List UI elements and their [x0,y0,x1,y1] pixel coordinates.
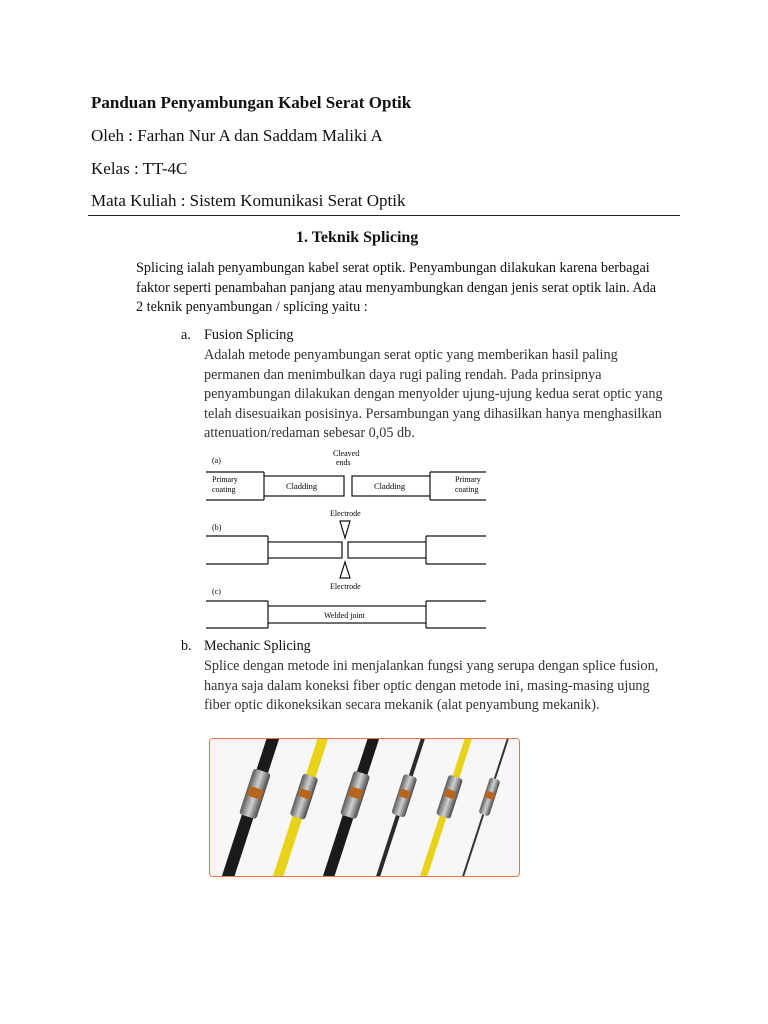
primary-coating-right-1: Primary [455,475,481,484]
welded-joint-label: Welded joint [324,611,365,620]
primary-coating-left-2: coating [212,485,236,494]
header-divider [88,215,680,216]
electrode-top-label: Electrode [330,509,361,518]
class-line: Kelas : TT-4C [91,159,188,178]
mechanical-splice-photo [209,738,520,877]
fig-label-a: (a) [212,456,221,465]
fusion-splicing-diagram [206,446,486,636]
item-b-title: Mechanic Splicing [204,638,311,654]
fig-label-b: (b) [212,523,222,532]
cladding-right-label: Cladding [374,481,406,491]
item-a-description: Adalah metode penyambungan serat optic yang memberikan hasil paling permanen dan menimbulkan daya rugi paling rendah. Pada prinsipnya penyambungan dilakukan dengan menyolder ujung-ujung kedua serat optic yang telah disesuaikan posisinya. Persambungan yang dihasilkan hanya menghasilkan attenuation/redaman sebesar 0,05 db. [204,347,663,441]
cladding-left-label: Cladding [286,481,318,491]
item-a-marker: a. [181,327,191,343]
author-line: Oleh : Farhan Nur A dan Saddam Maliki A [91,126,383,145]
item-b-marker: b. [181,638,192,654]
item-a-title: Fusion Splicing [204,327,294,343]
primary-coating-right-2: coating [455,485,479,494]
cleaved-label-1: Cleaved [333,449,360,458]
course-line: Mata Kuliah : Sistem Komunikasi Serat Optik [91,191,406,210]
primary-coating-left-1: Primary [212,475,238,484]
cleaved-label-2: ends [336,458,351,467]
section-heading: 1. Teknik Splicing [296,229,419,246]
section-intro: Splicing ialah penyambungan kabel serat optik. Penyambungan dilakukan karena berbagai faktor seperti penambahan panjang atau menyambungkan dengan jenis serat optik lain. Ada 2 teknik penyambungan / splicing yaitu : [136,260,657,315]
electrode-bottom-label: Electrode [330,582,361,591]
fig-label-c: (c) [212,587,221,596]
item-b-description: Splice dengan metode ini menjalankan fungsi yang serupa dengan splice fusion, hanya saja dalam koneksi fiber optic dengan metode ini, masing-masing ujung fiber optic dikoneksikan secara mekanik (alat penyambung mekanik). [204,658,659,713]
document-title: Panduan Penyambungan Kabel Serat Optik [91,93,412,112]
mechanical-splice-illustration [210,739,519,876]
